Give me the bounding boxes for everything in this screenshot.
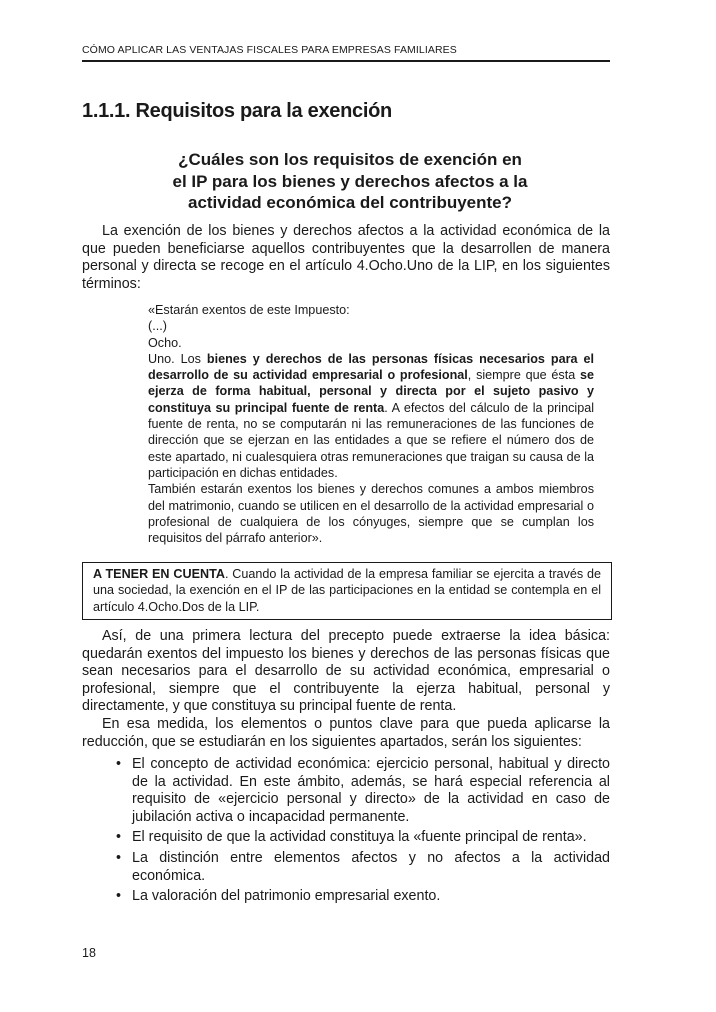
question-line: el IP para los bienes y derechos afectos a la (172, 171, 528, 191)
note-label: A TENER EN CUENTA (93, 567, 225, 581)
legal-quote (148, 302, 594, 546)
paragraph-3: En esa medida, los elementos o puntos clave para que pueda aplicarse la reducción, que se estudiarán en los siguientes apartados, serán los siguientes: (82, 716, 610, 750)
quote-paragraph-1 (148, 351, 594, 481)
page-number: 18 (82, 946, 96, 960)
note-text: . Cuando la actividad de la empresa familiar se ejercita a través de una sociedad, la exención en el IP de las participaciones en la entidad se contempla en el artículo 4.Ocho.Dos de la LIP. (93, 567, 601, 614)
list-item (112, 829, 610, 847)
section-title: 1.1.1. Requisitos para la exención (82, 100, 392, 122)
question-heading (110, 149, 590, 214)
quote-text: También estarán exentos los bienes y derechos comunes a ambos miembros del matrimonio, cuando se utilicen en el desarrollo de la actividad empresarial o profesional de cualquiera de los cónyuges, siempre que se cumplan los requisitos del párrafo anterior». (148, 482, 594, 546)
running-header: CÓMO APLICAR LAS VENTAJAS FISCALES PARA EMPRESAS FAMILIARES (82, 44, 610, 62)
list-item (112, 850, 610, 885)
bullet-icon: • (116, 756, 122, 772)
quote-paragraph-2 (148, 481, 594, 546)
quote-text: . A efectos del cálculo de la principal fuente de renta, no se computarán ni las remuneraciones de las funciones de dirección que se ejerzan en las entidades a que se refiere el número dos de este apartado, ni cualesquiera otras remuneraciones que traigan su causa de la participación en dichas entidades. (148, 400, 595, 480)
question-line: actividad económica del contribuyente? (187, 193, 513, 212)
quote-emphasis: se ejerza de forma habitual, personal y directa por el sujeto pasivo y constituya su principal fuente de renta (148, 368, 595, 415)
question-line: ¿Cuáles son los requisitos de exención en (178, 150, 522, 169)
intro-paragraph: La exención de los bienes y derechos afectos a la actividad económica de la que pueden beneficiarse aquellos contribuyentes que la desarrollen de manera personal y directa se recoge en el artículo 4.Ocho.Uno de la LIP, en los siguientes términos: (82, 223, 610, 292)
list-item (112, 888, 610, 906)
quote-text: Uno. Los (148, 351, 207, 366)
key-points-list (112, 756, 610, 909)
list-item-text: La valoración del patrimonio empresarial exento. (132, 888, 441, 905)
note-box (82, 562, 612, 620)
paragraph-2: Así, de una primera lectura del precepto puede extraerse la idea básica: quedarán exentos del impuesto los bienes y derechos de las personas físicas que sean necesarios para el desarrollo de su actividad económica, empresarial o profesional, siempre que el contribuyente la ejerza habitual, personal y directamente, y que constituya su principal fuente de renta. (82, 628, 610, 715)
quote-line: (...) (148, 319, 167, 334)
bullet-icon: • (116, 888, 122, 905)
bullet-icon: • (116, 829, 122, 846)
list-item-text: El requisito de que la actividad constituya la «fuente principal de renta». (132, 829, 587, 846)
quote-line: «Estarán exentos de este Impuesto: (148, 303, 350, 317)
bullet-icon: • (116, 849, 122, 866)
list-item-text: La distinción entre elementos afectos y no afectos a la actividad económica. (132, 849, 610, 884)
list-item (112, 756, 610, 826)
quote-emphasis: bienes y derechos de las personas físicas necesarios para el desarrollo de su actividad empresarial o profesional (148, 351, 594, 383)
quote-line: Ocho. (148, 335, 182, 350)
list-item-text: El concepto de actividad económica: ejercicio personal, habitual y directo de la actividad. En este ámbito, además, se hará especial referencia al requisito de «ejercicio personal y directo» de la actividad en caso de jubilación activa o incapacidad permanente. (132, 756, 610, 825)
quote-text: , siempre que ésta (467, 368, 580, 383)
